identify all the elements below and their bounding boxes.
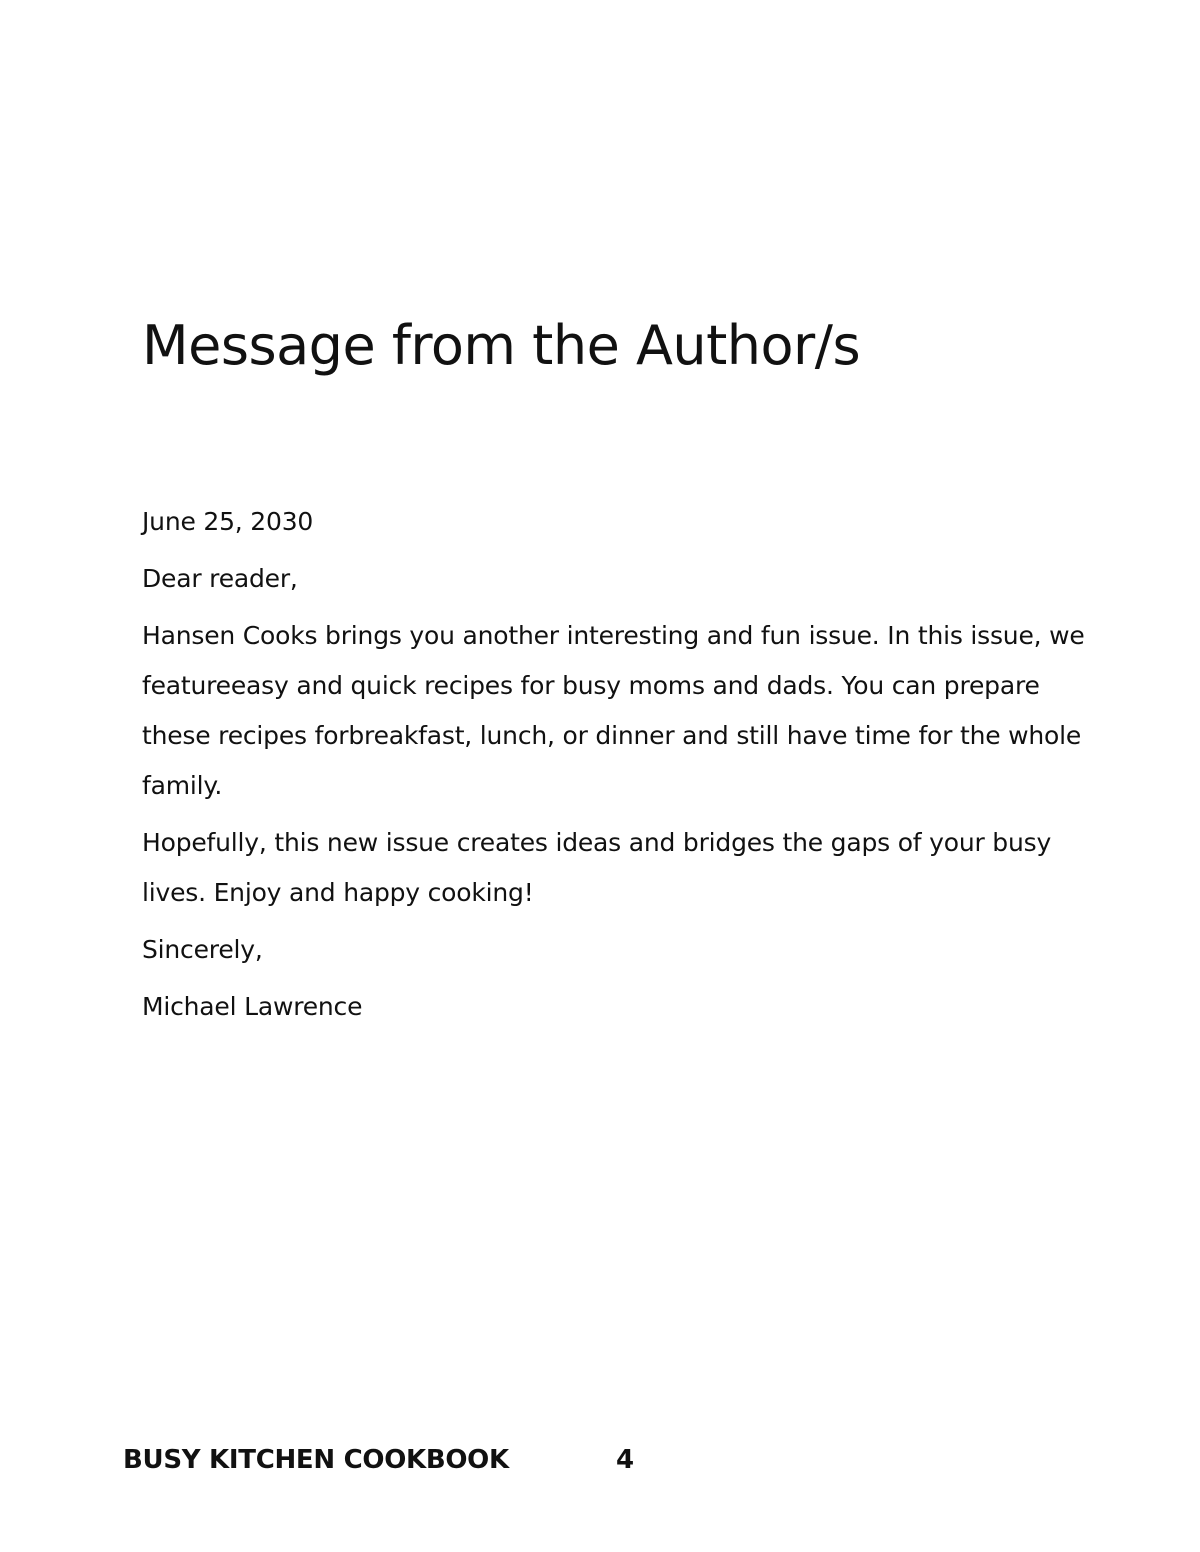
author-letter (142, 497, 1092, 1039)
letter-salutation: Dear reader, (142, 564, 298, 593)
page-title: Message from the Author/s (142, 314, 861, 377)
letter-signature: Michael Lawrence (142, 992, 363, 1021)
footer-book-title: BUSY KITCHEN COOKBOOK (123, 1445, 509, 1475)
letter-paragraph: Hopefully, this new issue creates ideas and bridges the gaps of your busy lives. Enjoy and happy cooking! (142, 828, 1052, 907)
letter-closing: Sincerely, (142, 935, 263, 964)
page-number: 4 (616, 1445, 634, 1475)
letter-paragraph: Hansen Cooks brings you another interesting and fun issue. In this issue, we featureeasy and quick recipes for busy moms and dads. You can prepare these recipes forbreakfast, lunch, or dinner and still have time for the whole family. (142, 621, 1085, 800)
letter-date: June 25, 2030 (142, 507, 314, 536)
